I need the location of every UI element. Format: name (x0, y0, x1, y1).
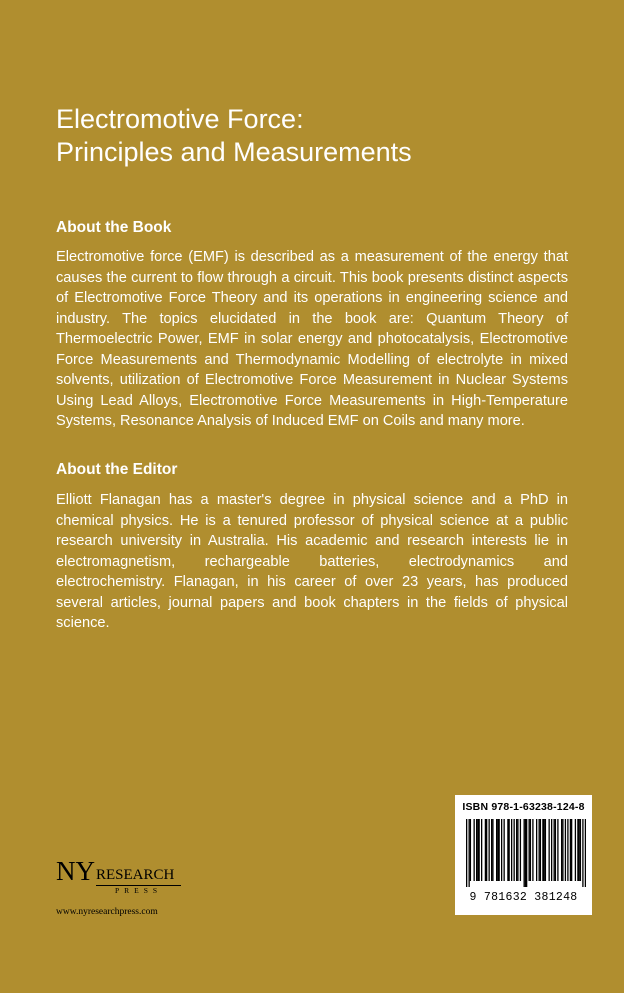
title-line-1: Electromotive Force: (56, 104, 304, 134)
publisher-logo (56, 858, 186, 898)
barcode-image (466, 819, 586, 887)
book-title (56, 103, 576, 169)
logo-research-text: RESEARCH (96, 867, 175, 883)
logo-ny-text: NY (56, 856, 95, 886)
logo-press-text: PRESS (114, 886, 163, 895)
publisher-website: www.nyresearchpress.com (56, 907, 158, 917)
about-book-heading: About the Book (56, 219, 172, 236)
title-line-2: Principles and Measurements (56, 137, 412, 167)
isbn-label: ISBN 978-1-63238-124-8 (462, 801, 585, 813)
about-book-text: Electromotive force (EMF) is described as a measurement of the energy that causes the current to flow through a circuit. This book presents distinct aspects of Electromotive Force Theory and its operations in engineering science and industry. The topics elucidated in the book are: Quantum Theory of Thermoelectric Power, EMF in solar energy and photocatalysis, Electromotive Force Measurements and Thermodynamic Modelling of electrolyte in mixed solvents, utilization of Electromotive Force Measurement in Nuclear Systems Using Lead Alloys, Electromotive Force Measurements in High-Temperature Systems, Resonance Analysis of Induced EMF on Coils and many more. (56, 249, 568, 429)
isbn-barcode-box (455, 795, 592, 915)
about-editor-heading: About the Editor (56, 461, 178, 478)
barcode-digits: 9 781632 381248 (469, 891, 578, 904)
about-editor-text: Elliott Flanagan has a master's degree in physical science and a PhD in chemical physics. He is a tenured professor of physical science at a public research university in Australia. His academic and research interests lie in electromagnetism, rechargeable batteries, electrodynamics and electrochemistry. Flanagan, in his career of over 23 years, has produced several articles, journal papers and book chapters in the fields of physical science. (56, 492, 568, 631)
